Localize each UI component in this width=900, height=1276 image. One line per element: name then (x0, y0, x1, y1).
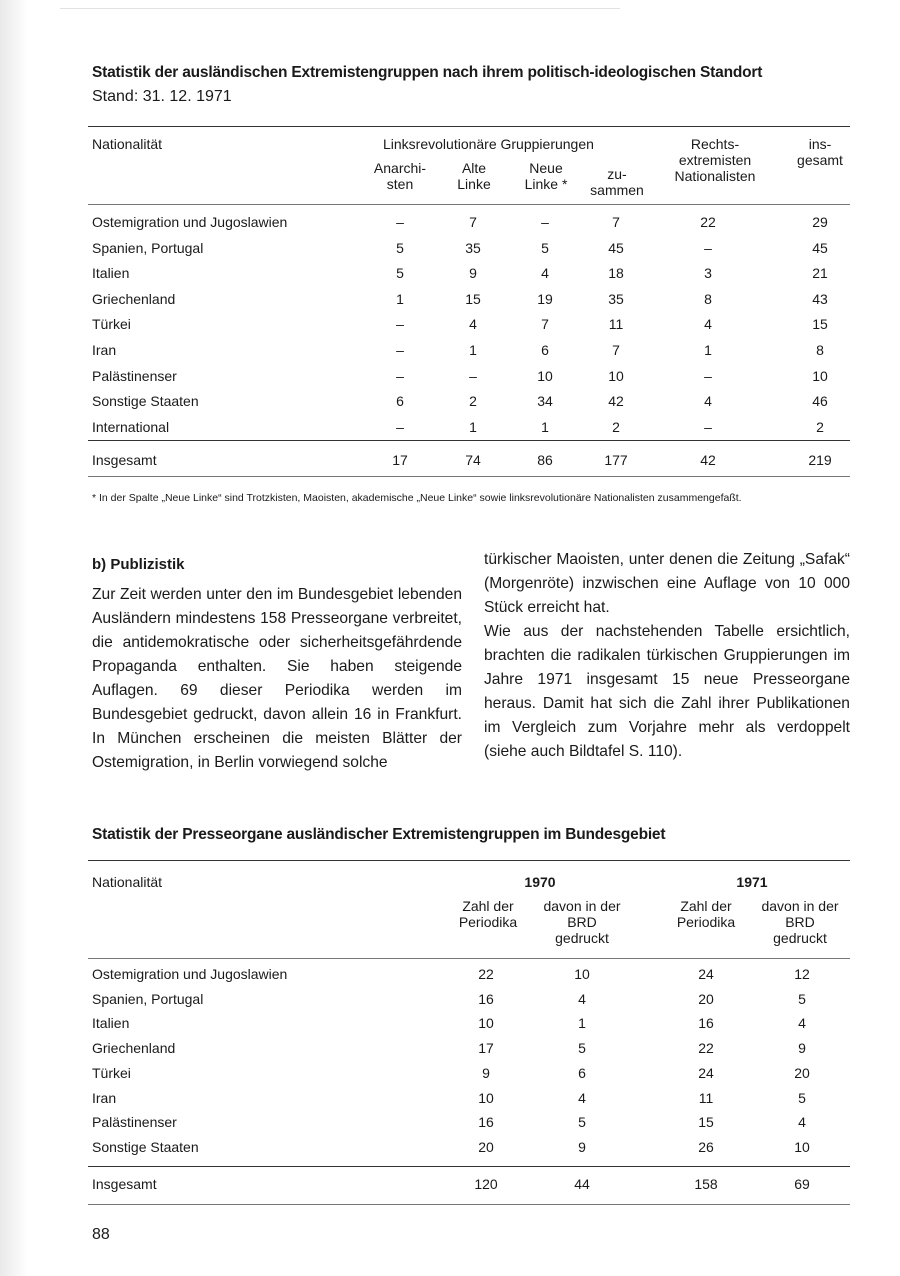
table2-row-label: Sonstige Staaten (92, 1138, 199, 1155)
table1-cell: – (396, 316, 404, 333)
table2-total-cell: 44 (574, 1176, 590, 1192)
table2-header-davon-1971: davon in der BRD gedruckt (761, 898, 839, 946)
table2-cell: 9 (578, 1138, 586, 1155)
table1-header-rechtsextremisten: Rechts- extremisten Nationalisten (674, 136, 756, 184)
table1-cell: 4 (704, 316, 712, 333)
left-paragraph: Zur Zeit werden unter den im Bundesgebiet lebenden Ausländern mindestens 158 Presseorgane verbreitet, die antidemokratische oder sicherheitsgefährdende Propaganda enthalten. Sie haben steigende Auflagen. 69 dieser Periodika werden im Bundesgebiet gedruckt, davon allein 16 in Frankfurt. In München erscheinen die meisten Blätter der Ostemigration, in Berlin vorwiegend solche (92, 586, 462, 771)
right-paragraph-1: türkischer Maoisten, unter denen die Zeitung „Safak“ (Morgenröte) inzwischen eine Auflage von 10 000 Stück erreicht hat. (484, 551, 850, 616)
table1-cell: 45 (812, 239, 828, 256)
table2-row-label: Griechenland (92, 1040, 176, 1057)
table1-cell: 34 (537, 393, 553, 410)
table2-cell: 10 (478, 1089, 494, 1106)
table2-cell: 10 (794, 1138, 810, 1155)
table2-header-davon-1970: davon in der BRD gedruckt (543, 898, 621, 946)
table2-header-rule (88, 958, 850, 959)
table2-row-label: Iran (92, 1089, 117, 1106)
table1-cell: 8 (816, 342, 824, 358)
table1-cell: 2 (469, 393, 477, 410)
table1-cell: 7 (469, 214, 477, 230)
table2-cell: 1 (578, 1015, 586, 1032)
table1-cell: – (704, 239, 712, 256)
table1-cell: 42 (608, 393, 624, 410)
table2-header-year-1971: 1971 (736, 874, 768, 890)
table1-header-alte-linke: Alte Linke (457, 160, 491, 192)
page-scan-edge (0, 0, 28, 1276)
table2-cell: 24 (698, 1064, 714, 1081)
table1-row-label: International (92, 418, 170, 435)
table1-row-label: Ostemigration und Jugoslawien (92, 214, 288, 230)
table1-total-cell: 177 (604, 452, 628, 468)
table2-cell: 11 (698, 1089, 714, 1106)
table1-header-nationality: Nationalität (92, 136, 163, 152)
right-paragraph-2: Wie aus der nachstehenden Tabelle ersichtlich, brachten die radikalen türkischen Gruppierungen im Jahre 1971 insgesamt 15 neue Presseorgane heraus. Damit hat sich die Zahl ihrer Publikationen im Vergleich zum Vorjahre mehr als verdoppelt (siehe auch Bildtafel S. 110). (484, 623, 850, 760)
table2-cell: 5 (578, 1114, 586, 1131)
table1-cell: 18 (608, 265, 624, 282)
table2-cell: 12 (794, 966, 810, 982)
table1-header-zusammen: zu- sammen (590, 166, 644, 198)
table1-cell: 1 (469, 418, 477, 435)
table2-cell: 16 (478, 1114, 494, 1131)
table2-cell: 17 (478, 1040, 494, 1057)
table1-cell: 11 (608, 316, 624, 333)
table1-row-label: Italien (92, 265, 130, 282)
table1-footnote: * In der Spalte „Neue Linke“ sind Trotzkisten, Maoisten, akademische „Neue Linke“ sowie linksrevolutionäre Nationalisten zusammengefaßt. (92, 492, 742, 504)
table2-cell: 10 (478, 1015, 494, 1032)
table1-header-group-left: Linksrevolutionäre Gruppierungen (383, 136, 594, 152)
table2-cell: 5 (798, 990, 806, 1007)
table1-row-label: Griechenland (92, 290, 176, 307)
table1-total-cell: 86 (537, 452, 553, 468)
table1-cell: – (396, 418, 404, 435)
table1-total-cell: 17 (392, 452, 408, 468)
table1-header-insgesamt: ins- gesamt (797, 136, 843, 168)
table2-row-label: Türkei (92, 1064, 131, 1081)
table1-cell: 2 (816, 418, 824, 435)
table2-cell: 10 (574, 966, 590, 982)
table2-header-zahl-1971: Zahl der Periodika (676, 898, 736, 930)
table2-cell: 15 (698, 1114, 714, 1131)
scan-top-line (60, 8, 620, 9)
table2-header-zahl-1970: Zahl der Periodika (458, 898, 518, 930)
table1-cell: – (469, 367, 477, 384)
table1-cell: – (541, 214, 549, 230)
table1-cell: 43 (812, 290, 828, 307)
table1-cell: 15 (812, 316, 828, 333)
table2-cell: 5 (798, 1089, 806, 1106)
table2-total-cell: 69 (794, 1176, 810, 1192)
table1-bottom-rule (88, 476, 850, 477)
table1-cell: 6 (541, 342, 549, 358)
table1-row-label: Türkei (92, 316, 131, 333)
table2-cell: 4 (578, 1089, 586, 1106)
table1-cell: 35 (608, 290, 624, 307)
table1-row-label: Sonstige Staaten (92, 393, 199, 410)
table1-row-label: Spanien, Portugal (92, 239, 204, 256)
table2-total-row-label: Insgesamt (92, 1176, 157, 1192)
table2-cell: 9 (798, 1040, 806, 1057)
table2-header-nationality: Nationalität (92, 874, 163, 890)
table1-cell: 46 (812, 393, 828, 410)
table1-header-anarchisten: Anarchi- sten (373, 160, 427, 192)
table2-cell: 4 (798, 1015, 806, 1032)
table1-cell: – (396, 342, 404, 358)
table1-cell: 1 (541, 418, 549, 435)
left-text-column (92, 583, 462, 775)
table1-cell: 9 (469, 265, 477, 282)
table1-cell: 29 (812, 214, 828, 230)
table1-cell: 6 (396, 393, 404, 410)
table1-cell: 5 (396, 239, 404, 256)
table1-cell: 4 (541, 265, 549, 282)
table1-total-row-label: Insgesamt (92, 452, 157, 468)
table1-top-rule (88, 126, 850, 127)
table1-cell: 22 (700, 214, 716, 230)
table1-cell: 1 (396, 290, 404, 307)
table1-cell: 5 (396, 265, 404, 282)
table2-cell: 24 (698, 966, 714, 982)
table2-title: Statistik der Presseorgane ausländischer Extremistengruppen im Bundesgebiet (92, 826, 666, 843)
table1-cell: – (704, 367, 712, 384)
table1-cell: 4 (469, 316, 477, 333)
table1-total-cell: 42 (700, 452, 716, 468)
table1-cell: 19 (537, 290, 553, 307)
table1-row-label: Iran (92, 342, 117, 358)
table2-cell: 5 (578, 1040, 586, 1057)
table1-cell: 7 (612, 342, 620, 358)
table2-row-label: Italien (92, 1015, 130, 1032)
table1-row-label: Palästinenser (92, 367, 177, 384)
table1-subtitle: Stand: 31. 12. 1971 (92, 88, 232, 105)
table2-cell: 6 (578, 1064, 586, 1081)
page-number: 88 (92, 1226, 110, 1243)
table2-cell: 20 (794, 1064, 810, 1081)
table2-total-cell: 158 (694, 1176, 718, 1192)
table2-cell: 9 (482, 1064, 490, 1081)
table1-cell: 4 (704, 393, 712, 410)
table1-header-rule (88, 204, 850, 205)
table2-cell: 20 (478, 1138, 494, 1155)
right-text-column (484, 548, 850, 764)
table2-cell: 22 (478, 966, 494, 982)
table1-cell: 10 (537, 367, 553, 384)
table2-total-cell: 120 (474, 1176, 498, 1192)
table2-cell: 4 (798, 1114, 806, 1131)
table1-title: Statistik der ausländischen Extremistengruppen nach ihrem politisch-ideologischen Standort (92, 64, 763, 81)
table2-top-rule (88, 860, 850, 861)
table2-cell: 4 (578, 990, 586, 1007)
table1-cell: 7 (541, 316, 549, 333)
section-heading: b) Publizistik (92, 556, 185, 573)
table1-cell: 1 (704, 342, 712, 358)
table1-total-rule (88, 440, 850, 441)
table1-cell: 7 (612, 214, 620, 230)
table1-cell: 5 (541, 239, 549, 256)
table2-row-label: Palästinenser (92, 1114, 177, 1131)
table2-cell: 22 (698, 1040, 714, 1057)
table2-total-rule (88, 1166, 850, 1167)
table2-cell: 16 (698, 1015, 714, 1032)
table2-bottom-rule (88, 1204, 850, 1205)
table1-cell: 21 (812, 265, 828, 282)
table1-cell: – (396, 214, 404, 230)
table1-cell: 45 (608, 239, 624, 256)
table1-cell: 10 (608, 367, 624, 384)
table2-row-label: Spanien, Portugal (92, 990, 204, 1007)
table1-total-cell: 74 (465, 452, 481, 468)
table2-cell: 20 (698, 990, 714, 1007)
table2-header-year-1970: 1970 (524, 874, 556, 890)
table1-cell: 10 (812, 367, 828, 384)
table2-row-label: Ostemigration und Jugoslawien (92, 966, 288, 982)
table1-cell: 3 (704, 265, 712, 282)
table1-cell: 2 (612, 418, 620, 435)
table1-cell: 1 (469, 342, 477, 358)
table1-header-neue-linke: Neue Linke * (524, 160, 568, 192)
table2-cell: 26 (698, 1138, 714, 1155)
table1-cell: 8 (704, 290, 712, 307)
table1-cell: – (396, 367, 404, 384)
table1-cell: – (704, 418, 712, 435)
table1-cell: 35 (465, 239, 481, 256)
table2-cell: 16 (478, 990, 494, 1007)
table1-cell: 15 (465, 290, 481, 307)
table1-total-cell: 219 (808, 452, 832, 468)
